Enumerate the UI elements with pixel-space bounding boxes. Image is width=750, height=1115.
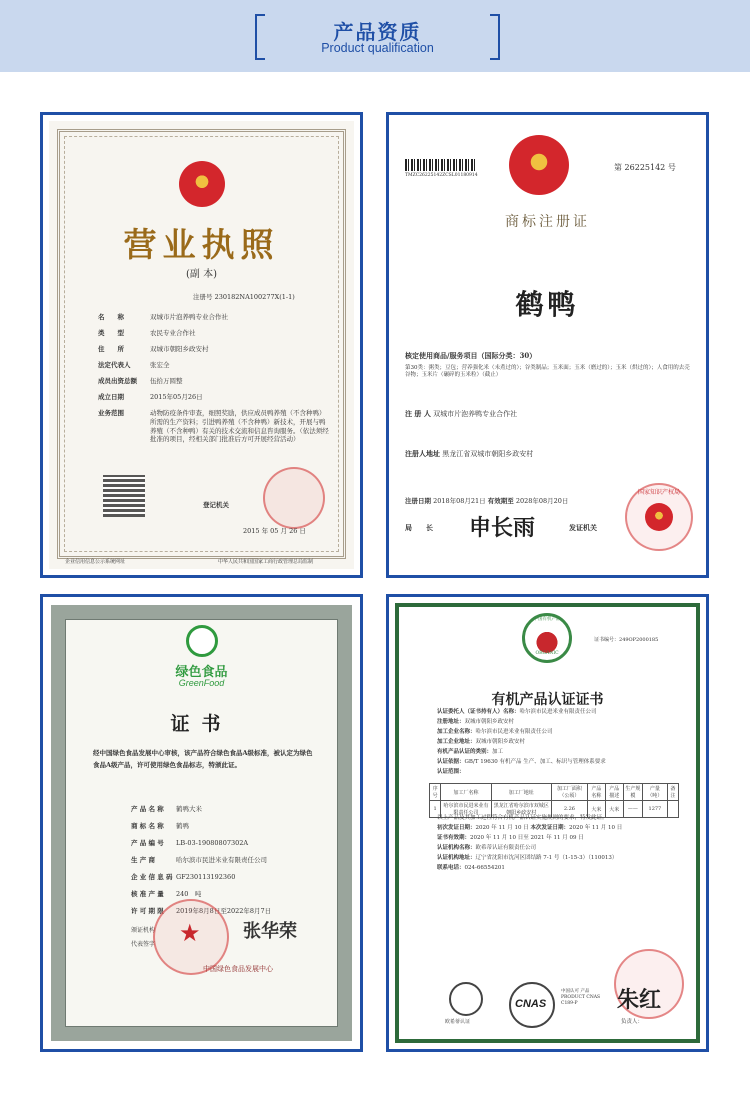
license-footer-right: 中华人民共和国国家工商行政管理总局监制 <box>218 559 314 565</box>
header-frame <box>255 14 500 60</box>
page-header <box>0 0 750 72</box>
cert-no-label: 证书编号： <box>594 637 620 643</box>
license-date: 2015 年 05 月 26 日 <box>243 527 306 535</box>
page-title: 产品资质 <box>333 20 422 44</box>
cert-row <box>131 890 331 899</box>
row-label: 认证依据： <box>437 759 465 765</box>
row-value: 哈尔滨市民进米业有限责任公司 <box>176 856 267 864</box>
cert-note: 以上产品及其加工过程符合有机产品认证实施规则的要求，特发此证。 <box>437 815 608 821</box>
cert-row <box>437 749 687 756</box>
table-header-cell: 产品名称 <box>588 784 606 801</box>
star-icon: ★ <box>179 919 201 947</box>
table-cell: 哈尔滨市民进米业有限责任公司 <box>441 801 491 818</box>
organic-logo-cn: 中国有机产品 <box>533 617 561 622</box>
row-value: 张宏全 <box>150 361 170 369</box>
director-signature: 申长雨 <box>469 515 536 541</box>
valid-label: 有效期至 <box>487 497 514 505</box>
valid-value: 2020 年 11 月 10 日至 2021 年 11 月 09 日 <box>470 835 584 841</box>
organic-card <box>386 594 709 1052</box>
no-suffix: 号 <box>667 163 676 172</box>
org-value: 欧希蒂认证有限责任公司 <box>475 845 537 851</box>
date-label: 注册日期 <box>405 497 431 505</box>
trademark-number <box>614 163 676 174</box>
license-row <box>98 329 338 338</box>
registrant-label: 注 册 人 <box>405 409 431 418</box>
table-header-cell: 备注 <box>667 784 678 801</box>
row-label: 成立日期 <box>98 393 124 401</box>
issue-label: 初次发证日期： <box>437 825 476 831</box>
cert-row <box>437 729 687 736</box>
row-value: 伍拾万圆整 <box>150 377 183 385</box>
org-addr-row <box>437 855 617 862</box>
row-value: 鹤鸭大米 <box>176 805 202 813</box>
certificate-title: 有机产品认证证书 <box>491 692 604 708</box>
owner-label: 负责人： <box>621 1019 644 1025</box>
no-value: 26225142 <box>624 163 666 172</box>
license-row <box>98 377 338 386</box>
row-label: 成员出资总额 <box>98 377 137 385</box>
authority-label: 登记机关 <box>203 501 229 509</box>
registrant-value: 双城市片泡养鸭专业合作社 <box>433 410 518 418</box>
business-license-card <box>40 112 363 578</box>
cert-row <box>437 719 687 726</box>
address-row <box>405 449 533 459</box>
cert-row <box>131 839 331 848</box>
table-cell: 2.26 <box>551 801 587 818</box>
license-row <box>98 409 338 444</box>
issuer-label: 颁证机构 <box>131 927 156 934</box>
organic-logo-en: ORGANIC <box>535 651 559 656</box>
tel-row <box>437 865 505 872</box>
date-row <box>405 497 568 506</box>
row-value: 哈尔滨市民进米业有限责任公司 <box>475 729 553 735</box>
license-footer-left: 企业信用信息公示系统网址 <box>65 559 126 565</box>
table-header-cell: 加工厂地址 <box>491 784 551 801</box>
cnas-text: CNAS <box>515 998 547 1010</box>
row-label: 注册地址： <box>437 719 465 725</box>
page-subtitle: Product qualification <box>321 41 434 55</box>
tel-value: 024-66554201 <box>464 865 505 871</box>
stamp-text: 国家知识产权局 <box>637 489 680 496</box>
row-value: GB/T 19630 有机产品 生产、加工、标识与管理体系要求 <box>464 759 606 765</box>
row-value: GF230113192360 <box>176 873 236 881</box>
certificate-intro: 经中国绿色食品发展中心审核，该产品符合绿色食品A级标准，被认定为绿色食品A级产品，许可使用绿色食品标志，特颁此证。 <box>93 749 313 770</box>
barcode-text: TMZC26225142ZCSL01180914 <box>405 173 478 178</box>
green-food-logo-icon <box>186 625 218 657</box>
issue-value: 2020 年 11 月 10 日 <box>475 825 529 831</box>
no-label: 第 <box>614 163 622 172</box>
table-header-cell: 生产规模 <box>623 784 643 801</box>
barcode <box>405 159 475 171</box>
row-value: 240 吨 <box>176 890 202 898</box>
table-cell: 大米 <box>588 801 606 818</box>
cert-row <box>437 769 687 776</box>
address-label: 注册人地址 <box>405 449 440 458</box>
row-value: 鹤鸭 <box>176 822 189 830</box>
red-seal-stamp <box>625 483 693 551</box>
org-addr-label: 认证机构地址： <box>437 855 476 861</box>
oct-logo-label: 欧希蒂认证 <box>445 1019 471 1025</box>
table-header-cell: 加工厂名称 <box>441 784 491 801</box>
row-label: 业务范围 <box>98 409 124 417</box>
license-row <box>98 361 338 370</box>
license-row <box>98 345 338 354</box>
rep-signature: 张华荣 <box>243 921 297 942</box>
issuer-label: 发证机关 <box>569 523 597 532</box>
certificate-footer: 中国绿色食品发展中心 <box>203 965 273 973</box>
org-addr-value: 辽宁省沈阳市沈河区团结路 7-1 号（1-15-3）（110013） <box>475 855 618 861</box>
row-label: 核 准 产 量 <box>131 890 164 898</box>
table-header-cell: 序号 <box>430 784 441 801</box>
row-label: 住 所 <box>98 345 124 353</box>
national-emblem-icon <box>179 161 225 207</box>
row-label: 企 业 信 息 码 <box>131 873 173 881</box>
row-value: 双城市朝阳乡政安村 <box>150 345 209 353</box>
issue-date-row <box>437 825 622 832</box>
scope-table <box>429 783 679 818</box>
cert-no-value: 249OP2000185 <box>619 637 659 643</box>
tel-label: 联系电话： <box>437 865 465 871</box>
green-food-card <box>40 594 363 1052</box>
row-label: 认证范围： <box>437 769 465 775</box>
table-cell: 大米 <box>605 801 623 818</box>
oct-logo-icon <box>449 982 483 1016</box>
row-value: LB-03-19080807302A <box>176 839 249 847</box>
table-header-cell: 加工厂面积（公顷） <box>551 784 587 801</box>
cert-row <box>131 873 331 882</box>
row-value: 双城市朝阳乡政安村 <box>475 739 526 745</box>
cert-row <box>437 739 687 746</box>
trademark-title: 商标注册证 <box>505 214 590 230</box>
row-label: 名 称 <box>98 313 124 321</box>
row-value: 2015年05月26日 <box>150 393 203 401</box>
row-label: 认证委托人（证书持有人）名称： <box>437 709 520 715</box>
org-row <box>437 845 536 852</box>
reg-label: 注册号 <box>193 293 213 301</box>
address-value: 黑龙江省双城市朝阳乡政安村 <box>442 450 534 458</box>
date-value: 2018年08月21日 <box>433 497 486 505</box>
qr-code <box>103 475 145 517</box>
row-label: 生 产 商 <box>131 856 156 864</box>
license-row <box>98 313 338 322</box>
license-title: 营业执照 <box>123 225 280 264</box>
table-header-cell: 产量（吨） <box>643 784 668 801</box>
row-value: 双城市朝阳乡政安村 <box>464 719 515 725</box>
row-label: 法定代表人 <box>98 361 131 369</box>
red-seal-stamp <box>263 467 325 529</box>
table-cell: 黑龙江省哈尔滨市双城区朝阳乡政安村 <box>491 801 551 818</box>
cert-row <box>437 759 687 766</box>
registrant-row <box>405 409 517 419</box>
this-label: 本次发证日期： <box>530 825 570 831</box>
goods-text: 第30类：粥类；豆包；营养强化米（未煮过的）；谷类制品；玉米面；玉米（磨过的）；玉米（烘过的）；人食用的去壳谷物；玉米片（碾碎的玉米粒）（截止） <box>405 365 690 379</box>
license-copy-label: (副 本) <box>186 269 217 280</box>
valid-label: 证书有效期： <box>437 835 471 841</box>
cert-row <box>131 822 331 831</box>
cnas-subtext: 中国认可 产品 PRODUCT CNAS C189-P <box>561 989 601 1007</box>
table-header-row <box>430 784 679 801</box>
green-food-logo-en: GreenFood <box>178 678 225 688</box>
valid-row <box>437 835 584 842</box>
table-cell: 1277 <box>643 801 668 818</box>
cert-row <box>131 856 331 865</box>
reg-value: 230182NA100277X(1-1) <box>214 293 295 301</box>
trademark-card <box>386 112 709 578</box>
valid-value: 2028年08月20日 <box>515 497 569 505</box>
row-label: 加工企业地址： <box>437 739 476 745</box>
row-value: 哈尔滨市民进米业有限责任公司 <box>519 709 597 715</box>
rep-label: 代表签字 <box>131 941 156 948</box>
row-value: 动物防疫条件审查，细照奖励，供应成员鸭养殖（不含种鸭）所需的生产资料；引进鸭养殖（不含种鸭）新技术，开展与鸭养殖（不含种鸭）有关的技术交流和信息咨询服务。（依法须经批准的项目，经相关部门批准后方可开展经营活动） <box>150 409 329 444</box>
license-row <box>98 393 338 402</box>
green-food-logo-cn: 绿色食品 <box>175 665 228 680</box>
cnas-logo-icon <box>509 982 555 1028</box>
owner-signature: 朱红 <box>617 987 662 1013</box>
row-value: 加工 <box>492 749 504 755</box>
class-label: 核定使用商品/服务项目（国际分类：30） <box>405 351 537 360</box>
row-value: 2019年8月8日至2022年8月7日 <box>176 907 272 915</box>
row-label: 许 可 期 限 <box>131 907 164 915</box>
table-cell: 1 <box>430 801 441 818</box>
row-label: 有机产品认证的类别： <box>437 749 493 755</box>
red-seal-stamp <box>153 899 229 975</box>
license-reg-no <box>193 293 343 302</box>
national-emblem-icon <box>509 135 569 195</box>
org-label: 认证机构名称： <box>437 845 476 851</box>
national-emblem-icon <box>645 503 673 531</box>
row-label: 产 品 名 称 <box>131 805 164 813</box>
row-value: 双城市片泡养鸭专业合作社 <box>150 313 228 321</box>
row-value: 农民专业合作社 <box>150 329 196 337</box>
row-label: 产 品 编 号 <box>131 839 164 847</box>
table-header-cell: 产品描述 <box>605 784 623 801</box>
certificate-title: 证书 <box>170 713 233 735</box>
cert-row <box>131 805 331 814</box>
this-value: 2020 年 11 月 10 日 <box>569 825 623 831</box>
row-label: 商 标 名 称 <box>131 822 164 830</box>
trademark-mark: 鹤鸭 <box>515 288 580 321</box>
row-label: 加工企业名称： <box>437 729 476 735</box>
cert-row <box>437 709 687 716</box>
table-cell: —— <box>623 801 643 818</box>
director-label: 局 长 <box>405 523 433 532</box>
cert-number <box>594 637 658 644</box>
row-label: 类 型 <box>98 329 124 337</box>
